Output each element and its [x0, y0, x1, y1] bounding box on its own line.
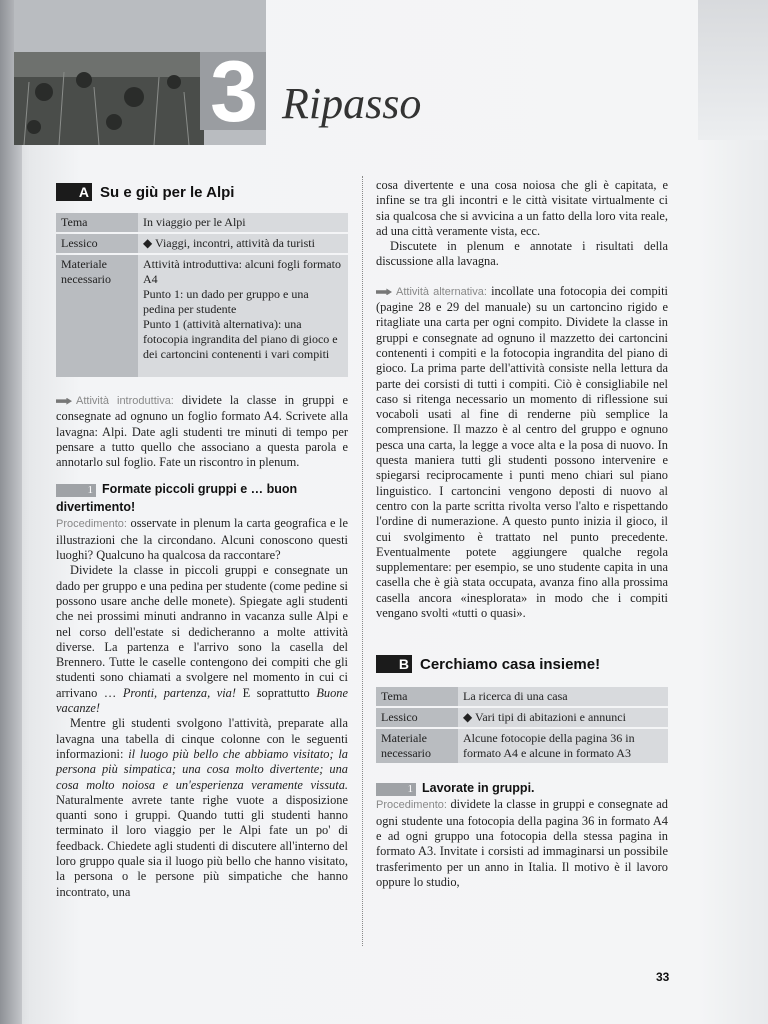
table-row	[56, 213, 348, 232]
column-divider	[362, 176, 363, 946]
discutete-paragraph: Discutete in plenum e annotate i risultati della discussione alla lavagna.	[376, 239, 668, 269]
point-title: Formate piccoli gruppi e … buon divertimento!	[56, 482, 298, 515]
lessico-value: ◆ Viaggi, incontri, attività da turisti	[138, 234, 348, 253]
procedimento-label: Procedimento:	[56, 518, 127, 531]
point-number: 1	[56, 484, 96, 497]
tema-value: In viaggio per le Alpi	[138, 213, 348, 232]
materiale-line: Punto 1: un dado per gruppo e una pedina per studente	[143, 287, 309, 316]
arrow-icon	[56, 398, 72, 405]
materiale-value	[138, 255, 348, 377]
section-b-title: Cerchiamo casa insieme!	[420, 655, 601, 673]
section-b-letter: B	[376, 655, 412, 673]
lessico-value: ◆ Vari tipi di abitazioni e annunci	[458, 708, 668, 727]
alternative-paragraph	[376, 284, 668, 622]
lessico-label: Lessico	[376, 708, 458, 727]
table-row	[376, 687, 668, 706]
materiale-line: Attività introduttiva: alcuni fogli formato A4	[143, 257, 341, 286]
para-text: E soprattutto	[242, 685, 310, 700]
para-italic: Pronti, partenza, via!	[122, 685, 237, 700]
section-a-heading	[56, 183, 348, 201]
section-a	[56, 183, 348, 900]
para-italic: il luogo più bello che abbiamo visitato; la persona più simpatica; una cosa molto divertente; una cosa molto noiosa e un'esperienza veramente vissuta.	[56, 746, 348, 792]
table-row	[56, 255, 348, 377]
continuation-paragraph: cosa divertente e una cosa noiosa che gli è capitata, e infine se tra gli incontri e le città visitate virtualmente ci sia qualcosa che si avvicina a un fatto della loro vita reale, ad una città veramente vista, ecc.	[376, 178, 668, 238]
procedimento-text: dividete la classe in gruppi e consegnate ad ogni studente una fotocopia della pagina 36 in formato A4 e ad ogni gruppo una fotocopia della stessa pagina in formato A3. Invitate i corsisti ad immaginarsi un possibile trasferimento per un anno in Italia. Il motivo è il lavoro oppure lo studio,	[376, 797, 668, 889]
para-text: Dividete la classe in piccoli gruppi e consegnate un dado per gruppo e una pedina per studente (come pedine si possono usare anche delle monete). Spiegate agli studenti che nei prossimi minuti andranno in vacanza sulle Alpi e nel corso dell'estate si dedicheranno a molte attività diverse. La partenza e l'arrivo sono la casella del Brennero. Tutte le caselle contengono dei compiti che gli studenti sono chiamati a svolgere nel momento in cui ci arrivano …	[56, 563, 348, 700]
poppies-photo	[14, 52, 204, 145]
para-text: Naturalmente avrete tante righe vuote a disposizione quanti sono i gruppi. Quando tutti gli studenti hanno terminato il loro viaggio per le Alpi fate un po' di feedback. Chiedete agli studenti di discutere all'interno del loro gruppo quale sia il luogo più bello che hanno visitato, la persona o le persone più simpatiche che hanno incontrato, una	[56, 792, 348, 899]
table-row	[56, 234, 348, 253]
procedimento-label: Procedimento:	[376, 799, 447, 812]
section-b-heading	[376, 655, 668, 673]
paragraph	[56, 563, 348, 716]
section-a-info-table	[56, 211, 348, 379]
table-row	[376, 729, 668, 763]
materiale-value: Alcune fotocopie della pagina 36 in formato A4 e alcune in formato A3	[458, 729, 668, 763]
table-row	[376, 708, 668, 727]
tema-label: Tema	[376, 687, 458, 706]
section-a-letter: A	[56, 183, 92, 201]
adjacent-page-edge	[698, 0, 768, 140]
materiale-label: Materiale necessario	[376, 729, 458, 763]
section-b-info-table	[376, 685, 668, 765]
lessico-label: Lessico	[56, 234, 138, 253]
point-number: 1	[376, 783, 416, 796]
tema-value: La ricerca di una casa	[458, 687, 668, 706]
materiale-label: Materiale necessario	[56, 255, 138, 377]
procedimento-paragraph	[56, 516, 348, 563]
tema-label: Tema	[56, 213, 138, 232]
chapter-number: 3	[200, 52, 266, 130]
materiale-line: Punto 1 (attività alternativa): una fotocopia ingrandita del piano di gioco e dei cartoncini contenenti i vari compiti	[143, 317, 338, 361]
intro-paragraph	[56, 393, 348, 470]
para-text: Mentre gli studenti svolgono l'attività, preparate alla lavagna una tabella di cinque colonne con le seguenti informazioni:	[56, 716, 348, 761]
section-a-title: Su e giù per le Alpi	[100, 183, 235, 201]
paragraph	[56, 716, 348, 900]
procedimento-text: osservate in plenum la carta geografica e le illustrazioni che la circondano. Alcuni conoscono questi luoghi? Qualcuno ha qualcosa da raccontare?	[56, 516, 348, 563]
page-number: 33	[656, 970, 670, 984]
point-1-heading	[56, 480, 348, 516]
book-binding-shadow	[0, 0, 22, 1024]
right-column	[376, 178, 668, 890]
para-italic: Buone vacanze!	[56, 685, 348, 716]
arrow-icon	[376, 288, 392, 295]
alternative-label: Attività alternativa:	[396, 285, 487, 298]
intro-label: Attività introduttiva:	[76, 395, 174, 407]
intro-text: dividete la classe in gruppi e consegnate ad ognuno un foglio formato A4. Scrivete alla lavagna: Alpi. Date agli studenti tre minuti di tempo per pensare a tutto quello che associano a questa parola e annotarlo sul foglio. Fate un riscontro in plenum.	[56, 393, 348, 470]
procedimento-paragraph	[376, 797, 668, 890]
alternative-text: incollate una fotocopia dei compiti (pagine 28 e 29 del manuale) su un cartoncino rigido e ritagliate una carta per ogni compito. Dividete la classe in gruppi e consegnate ad ognuno il mazzetto dei cartoncini contenenti i compiti e la fotocopia ingrandita del piano di gioco. La prima parte dell'attività consiste nella lettura da parte dei corsisti di tutti i compiti. Ciò è consigliabile nel caso si ritenga necessario un momento di riflessione sui vocaboli usati al fine di renderne più semplice la comprensione. Il mazzo è al centro del gruppo e ognuno pesca una carta, la legge a voce alta e la posa di nuovo. In questa maniera tutti gli studenti possono intervenire e spiegarsi reciprocamente i punti meno chiari sul piano linguistico. I cartoncini vengono deposti di nuovo al centro con la parte scritta rivolta verso l'alto e rispettando l'ordine di numerazione. A questo punto inizia il gioco, il cui svolgimento è trattato nel punto precedente. Eventualmente potete aggiungere qualche regola supplementare: per esempio, se uno studente capita in una casella che è già stata occupata, avanza fino alla prossima casella ancora «inesplorata» in modo che i compiti vengano svolti «tutti o quasi».	[376, 283, 668, 621]
chapter-title: Ripasso	[282, 79, 422, 128]
point-1-heading	[376, 779, 668, 797]
point-title: Lavorate in gruppi.	[422, 781, 535, 796]
